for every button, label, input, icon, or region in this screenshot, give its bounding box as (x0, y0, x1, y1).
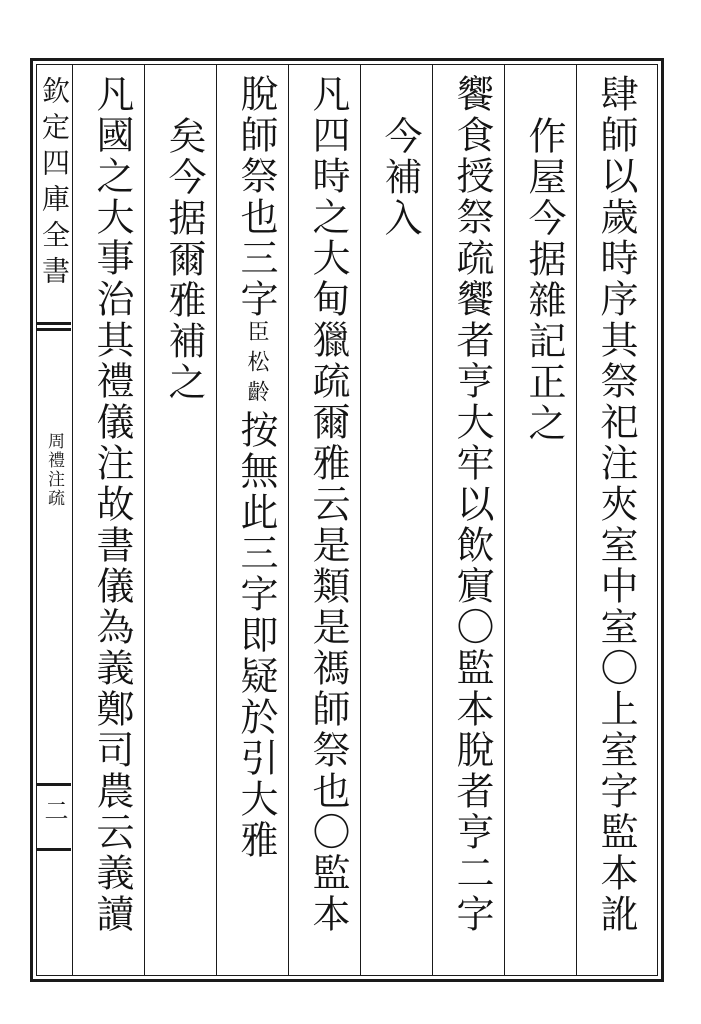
text-column-8: 凡國之大事治其禮儀注故書儀為義鄭司農云義讀 (90, 74, 134, 935)
column-rule (576, 65, 577, 975)
fish-tail-mark (37, 783, 71, 786)
margin-section-title: 周禮注疏 (44, 432, 64, 508)
column-rule (72, 65, 73, 975)
fish-tail-mark (37, 328, 71, 331)
text-column-5: 凡四時之大甸獵疏爾雅云是類是禡師祭也〇監本 (306, 74, 350, 935)
column-rule (504, 65, 505, 975)
column-rule (288, 65, 289, 975)
fish-tail-mark (37, 848, 71, 851)
text-column-3: 饗食授祭疏饗者亨大牢以飲賔〇監本脫者亨二字 (450, 74, 494, 935)
text-column-4: 今補入 (378, 116, 422, 239)
text-column-7: 矣今据爾雅補之 (162, 116, 206, 403)
editor-note: 臣松齡 (244, 320, 269, 410)
column-6-text-a: 脫師祭也三字 (234, 74, 278, 320)
column-rule (144, 65, 145, 975)
text-column-1: 肆師以歲時序其祭祀注夾室中室〇上室字監本訛 (594, 74, 638, 935)
column-6-text-b: 按無此三字即疑於引大雅 (234, 410, 278, 861)
column-rule (216, 65, 217, 975)
margin-page-number: 二 (40, 798, 68, 822)
text-column-6 (225, 74, 287, 974)
fish-tail-mark (37, 322, 71, 325)
column-rule (432, 65, 433, 975)
text-column-2: 作屋今据雜記正之 (522, 116, 566, 444)
margin-title: 欽定四庫全書 (38, 76, 71, 292)
column-rule (360, 65, 361, 975)
